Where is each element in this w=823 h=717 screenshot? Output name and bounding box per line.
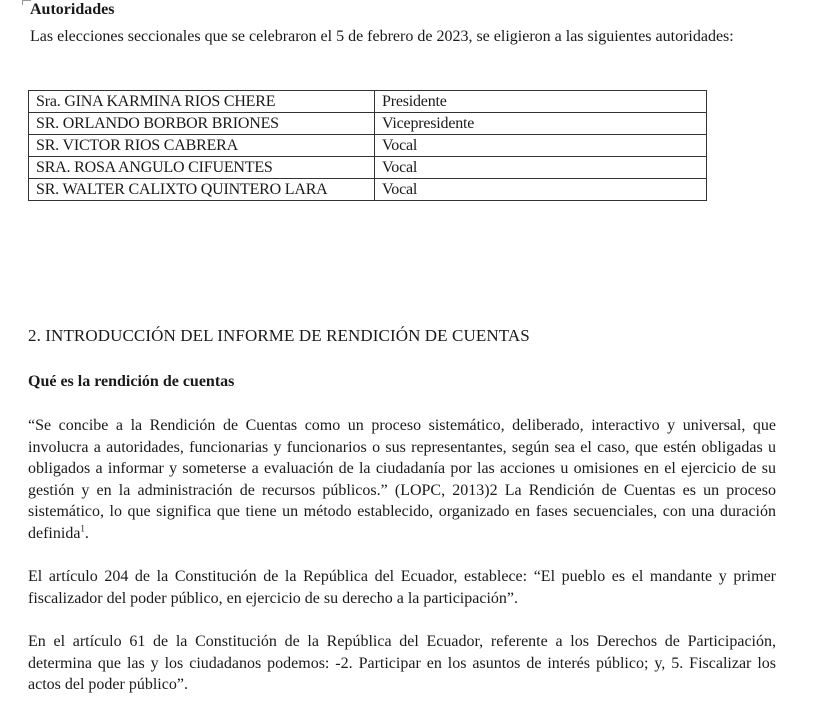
authorities-intro: Las elecciones seccionales que se celebraron el 5 de febrero de 2023, se eligieron a las siguientes autoridades: bbox=[30, 28, 734, 45]
authorities-heading: Autoridades bbox=[30, 1, 115, 18]
paragraph-article-61: En el artículo 61 de la Constitución de la República del Ecuador, referente a los Derechos de Participación, determina que las y los ciudadanos podemos: -2. Participar en los asuntos de interés público; y, 5. Fiscalizar los actos del poder público”. bbox=[28, 633, 776, 693]
authority-name: SR. ORLANDO BORBOR BRIONES bbox=[29, 113, 375, 135]
authority-name: SRA. ROSA ANGULO CIFUENTES bbox=[29, 157, 375, 179]
table-row bbox=[29, 113, 707, 135]
authority-name: SR. WALTER CALIXTO QUINTERO LARA bbox=[29, 179, 375, 201]
paragraph-definition bbox=[28, 415, 776, 544]
footnote-marker[interactable]: 1 bbox=[80, 523, 85, 534]
authority-role: Vicepresidente bbox=[375, 113, 707, 135]
table-row bbox=[29, 157, 707, 179]
authority-name: Sra. GINA KARMINA RIOS CHERE bbox=[29, 91, 375, 113]
authorities-table bbox=[28, 90, 707, 201]
paragraph-definition-text: “Se concibe a la Rendición de Cuentas como un proceso sistemático, deliberado, interactivo y universal, que involucra a autoridades, funcionarias y funcionarios o sus representantes, según sea el caso, que estén obligadas u obligados a informar y someterse a evaluación de la ciudadanía por las acciones u omisiones en el ejercicio de su gestión y en la administración de recursos públicos.” (LOPC, 2013)2 La Rendición de Cuentas es un proceso sistemático, lo que significa que tiene un método establecido, organizado en fases secuenciales, con una duración definida bbox=[28, 417, 776, 542]
paragraph-end-period: . bbox=[84, 524, 89, 542]
authority-role: Vocal bbox=[375, 135, 707, 157]
authority-role: Presidente bbox=[375, 91, 707, 113]
section-title: 2. INTRODUCCIÓN DEL INFORME DE RENDICIÓN DE CUENTAS bbox=[28, 326, 530, 345]
authority-role: Vocal bbox=[375, 179, 707, 201]
paragraph-article-204: El artículo 204 de la Constitución de la República del Ecuador, establece: “El pueblo es el mandante y primer fiscalizador del poder público, en ejercicio de su derecho a la participación”. bbox=[28, 568, 776, 607]
table-row bbox=[29, 135, 707, 157]
authority-role: Vocal bbox=[375, 157, 707, 179]
table-row bbox=[29, 179, 707, 201]
authority-name: SR. VICTOR RIOS CABRERA bbox=[29, 135, 375, 157]
table-row bbox=[29, 91, 707, 113]
section-subheading: Qué es la rendición de cuentas bbox=[28, 373, 235, 390]
